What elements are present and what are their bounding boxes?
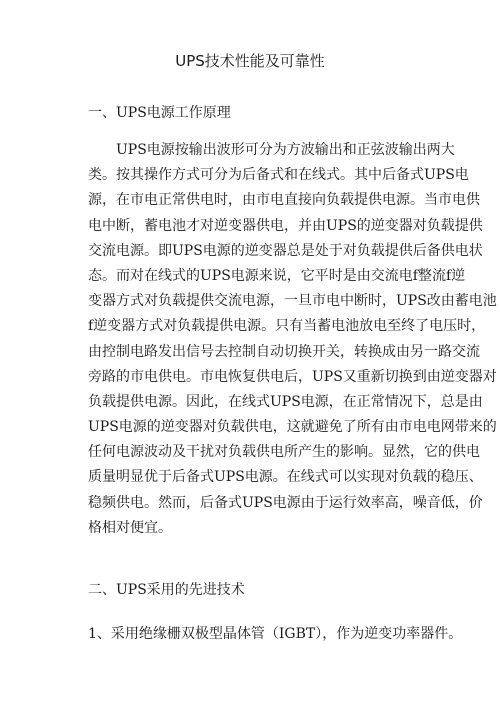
paragraph-line: UPS电源的逆变器对负载供电，这就避免了所有由市电电网带来的 — [88, 419, 497, 436]
section-1-paragraph — [88, 138, 497, 541]
section-1-heading: 一、UPS电源工作原理 — [88, 105, 231, 121]
paragraph-line: 任何电源波动及干扰对负载供电所产生的影响。显然，它的供电 — [88, 444, 480, 461]
section-2-item-1: 1、采用绝缘栅双极型晶体管（IGBT），作为逆变功率器件。 — [88, 626, 463, 642]
document-title: UPS技术性能及可靠性 — [175, 52, 325, 70]
paragraph-line: 变器方式对负载提供交流电源，一旦市电中断时，UPS改由蓄电池 — [88, 293, 497, 310]
paragraph-line: 由控制电路发出信号去控制自动切换开关，转换成由另一路交流 — [88, 343, 480, 360]
paragraph-line: 类。按其操作方式可分为后备式和在线式。其中后备式UPS电 — [88, 167, 469, 184]
paragraph-line: UPS电源按输出波形可分为方波输出和正弦波输出两大 — [116, 142, 455, 158]
paragraph-line: 稳频供电。然而，后备式UPS电源由于运行效率高，噪音低，价 — [88, 494, 483, 511]
paragraph-line: 格相对便宜。 — [88, 519, 172, 536]
paragraph-line: 电中断，蓄电池才对逆变器供电，并由UPS的逆变器对负载提供 — [88, 217, 483, 234]
paragraph-line: 源，在市电正常供电时，由市电直接向负载提供电源。当市电供 — [88, 192, 480, 209]
paragraph-line: 交流电源。即UPS电源的逆变器总是处于对负载提供后备供电状 — [88, 242, 483, 259]
paragraph-line: 负载提供电源。因此，在线式UPS电源，在正常情况下，总是由 — [88, 393, 483, 410]
paragraph-line: 态。而对在线式的UPS电源来说，它平时是由交流电f整流f逆 — [88, 267, 466, 284]
paragraph-line: f逆变器方式对负载提供电源。只有当蓄电池放电至终了电压时， — [88, 318, 486, 335]
section-2-heading: 二、UPS采用的先进技术 — [88, 582, 245, 598]
paragraph-line: 旁路的市电供电。市电恢复供电后，UPS又重新切换到由逆变器对 — [88, 368, 497, 385]
paragraph-line: 质量明显优于后备式UPS电源。在线式可以实现对负载的稳压、 — [88, 469, 483, 486]
